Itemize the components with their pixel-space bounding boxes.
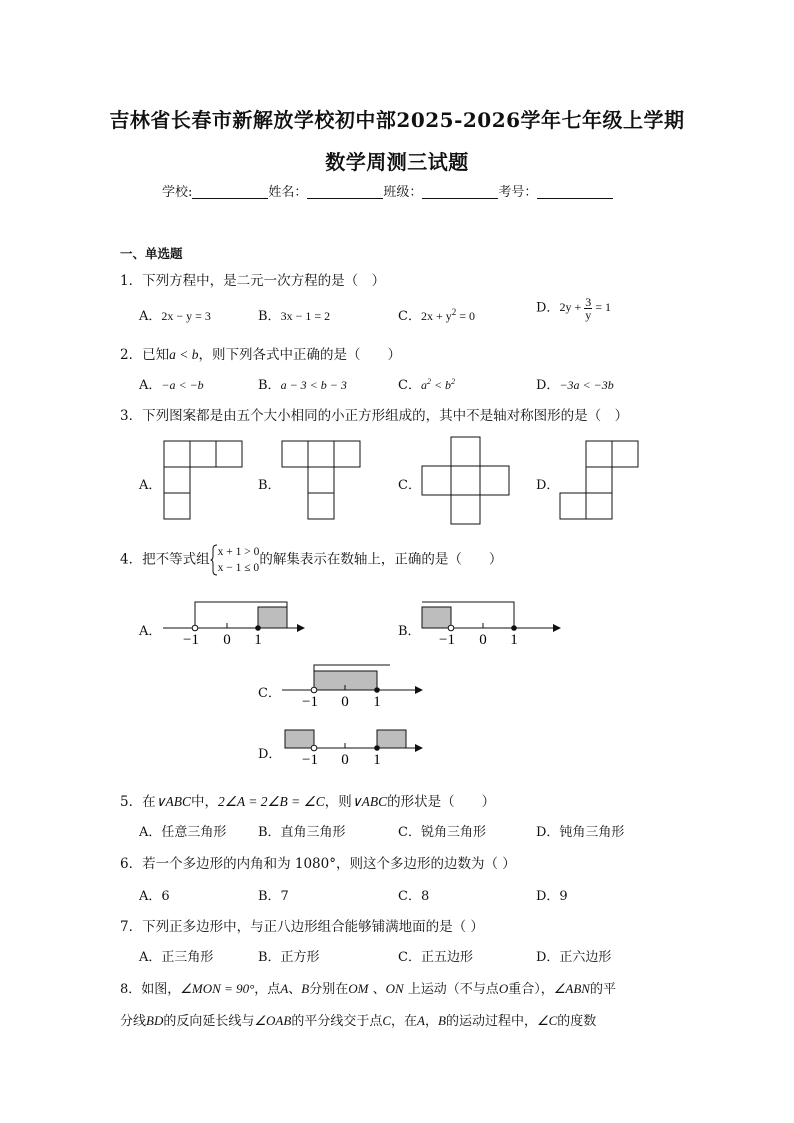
exam-no-label: 考号： — [498, 185, 538, 200]
q4-number-line-a[interactable] — [163, 602, 304, 648]
question-4-stem: 4．把不等式组 x + 1 > 0 x − 1 ≤ 0 的解集表示在数轴上，正确的是（ ） — [120, 546, 503, 574]
q6-option-b[interactable]: B．7 — [258, 889, 289, 904]
left-brace-icon — [210, 544, 218, 576]
tick-label-1: 1 — [254, 632, 262, 648]
q3-option-d-label[interactable]: D． — [536, 478, 560, 493]
q3-figure-d[interactable] — [560, 441, 638, 519]
q4-option-c-label[interactable]: C． — [258, 686, 281, 701]
q7-option-d[interactable]: D．正六边形 — [536, 950, 612, 965]
question-8-stem-line1: 8．如图，∠MON = 90°，点A、B分别在OM 、ON 上运动（不与点O重合），∠ABN的平 — [120, 981, 616, 997]
q1-option-b[interactable]: B．3x − 1 = 2 — [258, 309, 331, 324]
svg-text:1: 1 — [373, 752, 381, 768]
name-label: 姓名： — [268, 185, 308, 200]
question-3-stem: 3．下列图案都是由五个大小相同的小正方形组成的，其中不是轴对称图形的是（ ） — [120, 408, 629, 424]
question-5-stem: 5．在∨ABC中，2∠A = 2∠B = ∠C，则∨ABC的形状是（ ） — [120, 794, 496, 810]
school-label: 学校: — [162, 185, 193, 200]
q1-option-a[interactable]: A．2x − y = 3 — [139, 309, 211, 324]
q6-option-d[interactable]: D．9 — [536, 889, 568, 904]
q3-option-c-label[interactable]: C． — [398, 478, 421, 493]
q2-option-d[interactable]: D．−3a < −3b — [536, 378, 614, 393]
q7-option-c[interactable]: C．正五边形 — [398, 950, 473, 965]
q3-figures — [0, 0, 794, 540]
q5-option-b[interactable]: B．直角三角形 — [258, 825, 346, 840]
svg-text:0: 0 — [341, 694, 349, 710]
svg-text:−1: −1 — [302, 694, 318, 710]
svg-text:−1: −1 — [302, 752, 318, 768]
inequality-system: x + 1 > 0 x − 1 ≤ 0 — [210, 544, 260, 576]
q7-option-b[interactable]: B．正方形 — [258, 950, 320, 965]
q2-option-b[interactable]: B．a − 3 < b − 3 — [258, 378, 347, 393]
q1-option-d[interactable]: D．2y + $\frac{3}{y}$ = 1 — [536, 295, 611, 322]
q5-option-a[interactable]: A．任意三角形 — [139, 825, 227, 840]
q4-number-line-b[interactable] — [422, 602, 560, 648]
question-6-stem: 6．若一个多边形的内角和为 1080°，则这个多边形的边数为（ ） — [120, 856, 516, 872]
class-label: 班级： — [383, 185, 423, 200]
q3-option-b-label[interactable]: B． — [258, 478, 281, 493]
page-title-line2: 数学周测三试题 — [325, 150, 469, 174]
question-7-stem: 7．下列正多边形中，与正八边形组合能够铺满地面的是（ ） — [120, 919, 484, 935]
q3-option-a-label[interactable]: A． — [139, 478, 162, 493]
q4-number-lines — [0, 590, 794, 780]
question-2-stem: 2．已知a < b，则下列各式中正确的是（ ） — [120, 347, 401, 363]
q6-option-c[interactable]: C．8 — [398, 889, 430, 904]
q4-number-line-d[interactable] — [285, 730, 422, 768]
q2-option-c[interactable]: C．$a^2 < b^2$ — [398, 377, 456, 393]
q6-option-a[interactable]: A．6 — [139, 889, 170, 904]
svg-text:0: 0 — [341, 752, 349, 768]
q2-option-a[interactable]: A．−a < −b — [139, 378, 204, 393]
q4-number-line-c[interactable] — [282, 665, 422, 710]
tick-label-0: 0 — [223, 632, 231, 648]
svg-text:−1: −1 — [439, 632, 455, 648]
q4-option-d-label[interactable]: D． — [258, 747, 282, 762]
q5-option-d[interactable]: D．钝角三角形 — [536, 825, 625, 840]
q1-option-c[interactable]: C．$2x + y^2 = 0$ — [398, 307, 476, 324]
question-8-stem-line2: 分线BD的反向延长线与∠OAB的平分线交于点C，在A，B的运动过程中，∠C的度数 — [120, 1013, 597, 1029]
svg-text:1: 1 — [373, 694, 381, 710]
q4-option-a-label[interactable]: A． — [139, 624, 162, 639]
q4-option-b-label[interactable]: B． — [398, 624, 421, 639]
svg-text:0: 0 — [479, 632, 487, 648]
q3-figure-c[interactable] — [422, 437, 509, 524]
question-1-stem: 1．下列方程中，是二元一次方程的是（ ） — [120, 273, 386, 289]
tick-label-neg1: −1 — [183, 632, 199, 648]
svg-text:1: 1 — [510, 632, 518, 648]
page-title-line1: 吉林省长春市新解放学校初中部2025-2026学年七年级上学期 — [109, 108, 685, 132]
section-heading: 一、单选题 — [120, 246, 183, 261]
q7-option-a[interactable]: A．正三角形 — [139, 950, 214, 965]
q5-option-c[interactable]: C．锐角三角形 — [398, 825, 486, 840]
q3-figure-a[interactable] — [164, 441, 242, 519]
q3-figure-b[interactable] — [282, 441, 360, 519]
